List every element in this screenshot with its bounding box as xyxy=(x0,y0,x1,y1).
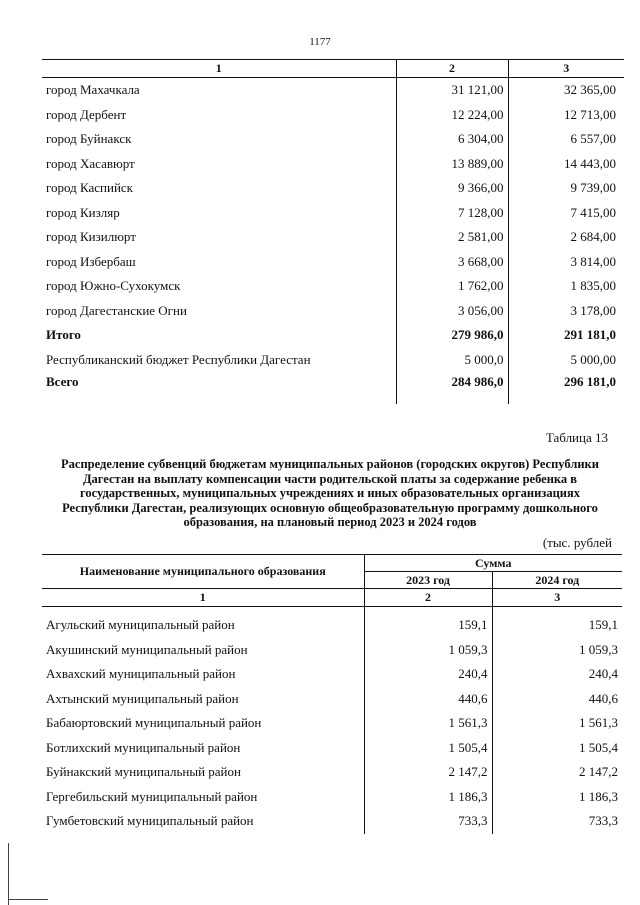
table-caption: Распределение субвенций бюджетам муниципальных районов (городских округов) Республики Дагестан на выплату компенсации части родительской платы за содержание ребенка в государственных, муниципальных учреждениях и иных образовательных организациях Республики Дагестан, реализующих основную общеобразовательную программу дошкольного образования, на плановый период 2023 и 2024 годов xyxy=(61,457,599,529)
row-value-2024: 733,3 xyxy=(492,809,622,834)
table-number-label: Таблица 13 xyxy=(545,430,608,445)
table-row xyxy=(42,323,624,348)
column-number-2: 2 xyxy=(364,589,492,607)
column-header-2: 2 xyxy=(396,60,508,78)
row-value-2024: 5 000,00 xyxy=(508,348,624,373)
table-row xyxy=(42,176,624,201)
row-value-2024: 14 443,00 xyxy=(508,152,624,177)
row-name: Итого xyxy=(46,327,81,343)
allocation-table-cities xyxy=(42,59,624,404)
row-name: город Кизляр xyxy=(46,204,120,220)
table-row xyxy=(42,372,624,404)
row-name: город Буйнакск xyxy=(46,131,132,147)
row-value-2024: 291 181,0 xyxy=(508,323,624,348)
row-name: Ботлихский муниципальный район xyxy=(46,739,241,755)
column-header-2023: 2023 год xyxy=(364,572,492,589)
row-value-2023: 6 304,00 xyxy=(396,127,508,152)
row-value-2023: 1 059,3 xyxy=(364,638,492,663)
table-row xyxy=(42,607,622,638)
row-value-2024: 296 181,0 xyxy=(508,372,624,404)
column-header-2024: 2024 год xyxy=(492,572,622,589)
table-row xyxy=(42,201,624,226)
row-value-2023: 240,4 xyxy=(364,662,492,687)
table-row xyxy=(42,687,622,712)
row-name: город Дагестанские Огни xyxy=(46,302,187,318)
row-value-2024: 1 505,4 xyxy=(492,736,622,761)
row-value-2024: 3 814,00 xyxy=(508,250,624,275)
table-row xyxy=(42,274,624,299)
row-name: город Избербаш xyxy=(46,253,136,269)
row-value-2023: 12 224,00 xyxy=(396,103,508,128)
row-name: Гергебильский муниципальный район xyxy=(46,788,258,804)
row-value-2024: 1 835,00 xyxy=(508,274,624,299)
table-row xyxy=(42,250,624,275)
column-number-3: 3 xyxy=(492,589,622,607)
row-value-2024: 32 365,00 xyxy=(508,78,624,103)
row-value-2024: 159,1 xyxy=(492,607,622,638)
row-name: город Хасавюрт xyxy=(46,155,135,171)
row-value-2023: 3 668,00 xyxy=(396,250,508,275)
row-name: город Махачкала xyxy=(46,82,140,98)
table-row xyxy=(42,760,622,785)
scan-edge-line xyxy=(8,899,48,900)
row-name: Республиканский бюджет Республики Дагестан xyxy=(46,351,311,367)
row-value-2023: 13 889,00 xyxy=(396,152,508,177)
row-name: Буйнакский муниципальный район xyxy=(46,764,241,780)
row-name: город Каспийск xyxy=(46,180,133,196)
column-number-1: 1 xyxy=(42,589,364,607)
table-row xyxy=(42,711,622,736)
row-value-2024: 1 561,3 xyxy=(492,711,622,736)
row-name: Всего xyxy=(46,374,79,389)
row-value-2023: 440,6 xyxy=(364,687,492,712)
row-value-2023: 1 505,4 xyxy=(364,736,492,761)
column-header-sum: Сумма xyxy=(364,555,622,572)
table-row xyxy=(42,103,624,128)
row-value-2024: 6 557,00 xyxy=(508,127,624,152)
table-row xyxy=(42,78,624,103)
row-value-2023: 1 561,3 xyxy=(364,711,492,736)
table-row xyxy=(42,225,624,250)
page-number: 1177 xyxy=(309,36,331,48)
table-row xyxy=(42,638,622,663)
row-value-2024: 1 059,3 xyxy=(492,638,622,663)
row-value-2023: 733,3 xyxy=(364,809,492,834)
row-value-2023: 284 986,0 xyxy=(396,372,508,404)
row-value-2023: 2 581,00 xyxy=(396,225,508,250)
row-value-2023: 279 986,0 xyxy=(396,323,508,348)
row-value-2023: 31 121,00 xyxy=(396,78,508,103)
row-name: Ахвахский муниципальный район xyxy=(46,666,236,682)
row-value-2024: 1 186,3 xyxy=(492,785,622,810)
row-value-2023: 5 000,0 xyxy=(396,348,508,373)
row-value-2023: 7 128,00 xyxy=(396,201,508,226)
table-row xyxy=(42,736,622,761)
units-note: (тыс. рублей xyxy=(542,535,612,550)
row-value-2023: 159,1 xyxy=(364,607,492,638)
row-name: город Дербент xyxy=(46,106,127,122)
row-value-2023: 1 186,3 xyxy=(364,785,492,810)
table-row xyxy=(42,785,622,810)
row-name: Акушинский муниципальный район xyxy=(46,641,248,657)
row-value-2024: 7 415,00 xyxy=(508,201,624,226)
table-row xyxy=(42,348,624,373)
row-value-2023: 3 056,00 xyxy=(396,299,508,324)
table-header-row xyxy=(42,589,622,607)
allocation-table-districts xyxy=(42,554,622,834)
table-header-row xyxy=(42,555,622,572)
row-value-2024: 2 684,00 xyxy=(508,225,624,250)
column-header-name: Наименование муниципального образования xyxy=(42,555,364,589)
table-header-row xyxy=(42,60,624,78)
table-row xyxy=(42,809,622,834)
row-name: Агульский муниципальный район xyxy=(46,617,235,633)
row-name: Бабаюртовский муниципальный район xyxy=(46,715,262,731)
table-row xyxy=(42,299,624,324)
row-value-2023: 1 762,00 xyxy=(396,274,508,299)
row-value-2023: 9 366,00 xyxy=(396,176,508,201)
row-value-2023: 2 147,2 xyxy=(364,760,492,785)
row-name: Ахтынский муниципальный район xyxy=(46,690,239,706)
row-name: город Южно-Сухокумск xyxy=(46,278,181,294)
row-value-2024: 2 147,2 xyxy=(492,760,622,785)
column-header-3: 3 xyxy=(508,60,624,78)
row-value-2024: 240,4 xyxy=(492,662,622,687)
column-header-1: 1 xyxy=(42,60,396,78)
row-name: Гумбетовский муниципальный район xyxy=(46,813,254,829)
row-value-2024: 3 178,00 xyxy=(508,299,624,324)
row-value-2024: 12 713,00 xyxy=(508,103,624,128)
row-value-2024: 440,6 xyxy=(492,687,622,712)
table-row xyxy=(42,127,624,152)
table-row xyxy=(42,662,622,687)
row-name: город Кизилюрт xyxy=(46,229,136,245)
table-row xyxy=(42,152,624,177)
scan-edge-line xyxy=(8,843,9,905)
row-value-2024: 9 739,00 xyxy=(508,176,624,201)
